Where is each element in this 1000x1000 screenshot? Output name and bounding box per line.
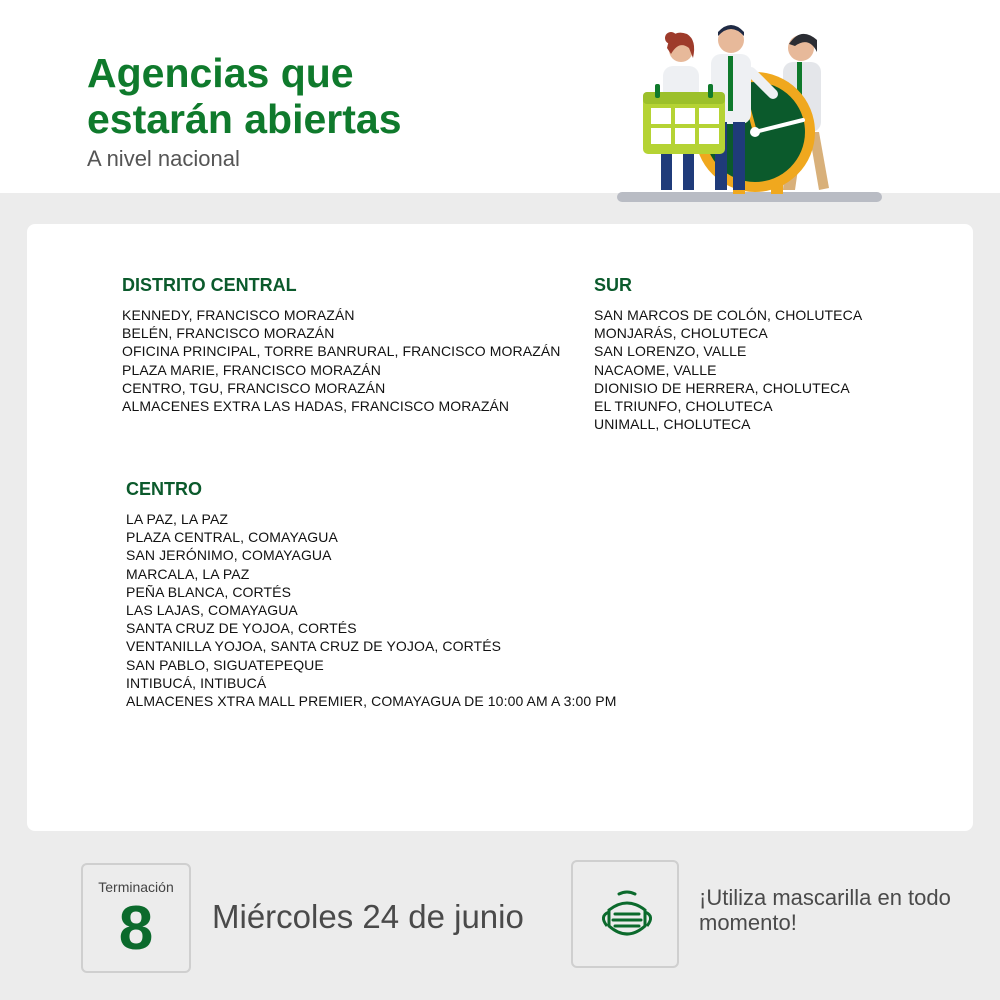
termination-box — [81, 863, 191, 973]
agency-item: LA PAZ, LA PAZ — [126, 511, 229, 527]
agency-item: CENTRO, TGU, FRANCISCO MORAZÁN — [122, 379, 386, 396]
section-sur — [594, 274, 862, 433]
page-title: Agencias que estarán abiertas — [87, 50, 402, 142]
agency-item: SANTA CRUZ DE YOJOA, CORTÉS — [126, 620, 357, 637]
agency-item: PEÑA BLANCA, CORTÉS — [126, 583, 292, 600]
agency-item: SAN PABLO, SIGUATEPEQUE — [126, 656, 324, 673]
section-title: CENTRO — [126, 479, 202, 499]
agency-item: LAS LAJAS, COMAYAGUA — [126, 602, 298, 619]
agency-list — [594, 306, 862, 433]
section-distrito-central — [122, 274, 561, 415]
agency-item: PLAZA CENTRAL, COMAYAGUA — [126, 529, 338, 546]
section-title: DISTRITO CENTRAL — [122, 275, 297, 295]
agency-item: EL TRIUNFO, CHOLUTECA — [594, 398, 773, 415]
agency-item: MONJARÁS, CHOLUTECA — [594, 325, 768, 342]
header-banner — [0, 0, 1000, 193]
section-centro — [126, 478, 616, 710]
mask-icon-box — [571, 860, 679, 968]
agency-item: BELÉN, FRANCISCO MORAZÁN — [122, 325, 335, 342]
agency-item: DIONISIO DE HERRERA, CHOLUTECA — [594, 379, 850, 396]
agency-item: SAN JERÓNIMO, COMAYAGUA — [126, 547, 332, 564]
mask-reminder-text: ¡Utiliza mascarilla en todo momento! — [699, 885, 951, 935]
page-subtitle: A nivel nacional — [87, 146, 240, 171]
agency-item: ALMACENES XTRA MALL PREMIER, COMAYAGUA DE 10:00 AM A 3:00 PM — [126, 693, 617, 710]
staff-calendar-clock-illustration — [605, 22, 895, 212]
date-label: Miércoles 24 de junio — [212, 898, 524, 935]
agency-item: SAN LORENZO, VALLE — [594, 343, 747, 360]
agency-list — [126, 510, 616, 710]
agency-item: KENNEDY, FRANCISCO MORAZÁN — [122, 307, 355, 323]
agency-item: ALMACENES EXTRA LAS HADAS, FRANCISCO MORAZÁN — [122, 398, 510, 415]
agency-list — [122, 306, 561, 415]
face-mask-icon — [597, 886, 657, 946]
agency-item: PLAZA MARIE, FRANCISCO MORAZÁN — [122, 361, 381, 378]
agency-item: UNIMALL, CHOLUTECA — [594, 416, 751, 433]
agency-item: MARCALA, LA PAZ — [126, 565, 250, 582]
agency-item: SAN MARCOS DE COLÓN, CHOLUTECA — [594, 307, 863, 323]
termination-label: Terminación — [98, 879, 174, 895]
agency-item: INTIBUCÁ, INTIBUCÁ — [126, 674, 267, 691]
agency-item: VENTANILLA YOJOA, SANTA CRUZ DE YOJOA, CORTÉS — [126, 638, 502, 655]
agency-item: OFICINA PRINCIPAL, TORRE BANRURAL, FRANCISCO MORAZÁN — [122, 343, 561, 360]
agencies-card — [27, 224, 973, 831]
section-title: SUR — [594, 275, 633, 295]
termination-number: 8 — [118, 894, 154, 963]
agency-item: NACAOME, VALLE — [594, 361, 717, 378]
